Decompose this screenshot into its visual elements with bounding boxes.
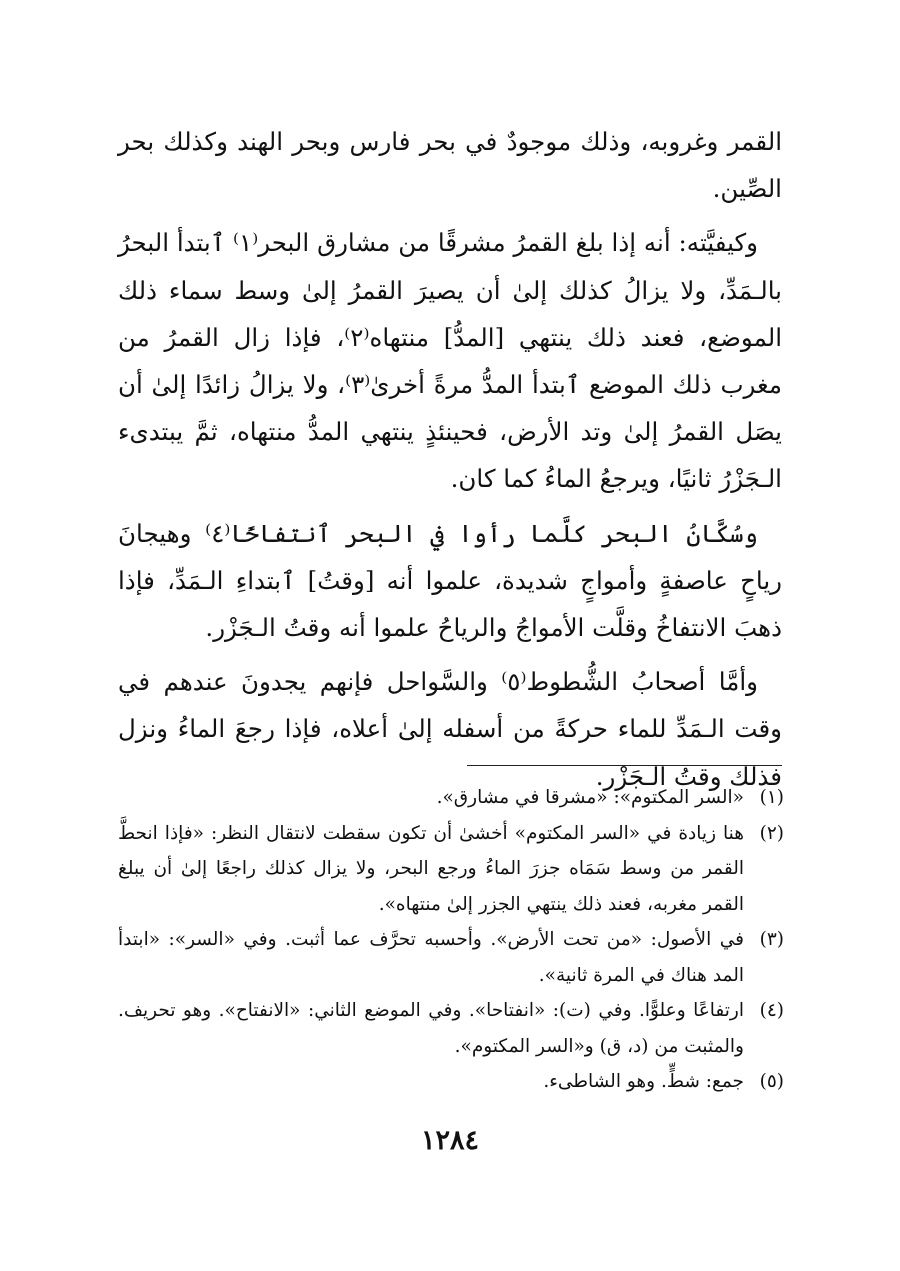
footnote-number: (٢) — [759, 822, 784, 844]
footnote — [118, 993, 784, 1064]
footnote — [118, 816, 784, 923]
footnote — [118, 1064, 784, 1100]
footnote-separator — [467, 765, 782, 766]
footnotes — [118, 780, 784, 1100]
footnote-text: «السر المكتوم»: «مشرقا في مشارق». — [436, 787, 744, 808]
page-number: ١٢٨٤ — [420, 1125, 479, 1156]
footnote-number: (٥) — [759, 1071, 784, 1092]
paragraph: وكيفيَّته: أنه إذا بلغ القمرُ مشرقًا من مشارق البحر⁽١⁾ ٱبتدأ البحرُ بالـمَدِّ، ولا يزالُ كذلك إلىٰ أن يصيرَ القمرُ إلىٰ وسط سماء ذلك الموضع، فعند ذلك ينتهي [المدُّ] منتهاه⁽٢⁾، فإذا زال القمرُ من مغرب ذلك الموضع ٱبتدأ المدُّ مرةً أخرىٰ⁽٣⁾، ولا يزالُ زائدًا إلىٰ أن يصَل القمرُ إلىٰ وتد الأرض، فحينئذٍ ينتهي المدُّ منتهاه، ثمَّ يبتدىء الـجَزْرُ ثانيًا، ويرجعُ الماءُ كما كان. — [118, 228, 783, 494]
footnote-text: جمع: شطٍّ. وهو الشاطىء. — [543, 1071, 744, 1092]
paragraph: القمر وغروبه، وذلك موجودٌ في بحر فارس وبحر الهند وكذلك بحر الصِّين. — [118, 127, 782, 204]
footnote-text: ارتفاعًا وعلوًّا. وفي (ت): «انفتاحا». وفي الموضع الثاني: «الانفتاح». وهو تحريف. والمثبت من (د، ق) و«السر المكتوم». — [118, 1000, 744, 1057]
footnote-number: (١) — [759, 787, 784, 808]
footnote — [118, 922, 784, 993]
footnote — [118, 780, 784, 816]
paragraph: وسُكَّانُ البحر كلَّما رأوا في البحر ٱنتفاخًا⁽٤⁾ وهيجانَ رياحٍ عاصفةٍ وأمواجٍ شديدة، علموا أنه [وقتُ] ٱبتداءِ الـمَدِّ، فإذا ذهبَ الانتفاخُ وقلَّت الأمواجُ والرياحُ علموا أنه وقتُ الـجَزْر. — [118, 518, 782, 643]
footnote-text: في الأصول: «من تحت الأرض». وأحسبه تحرَّف عما أثبت. وفي «السر»: «ابتدأ المد هناك في المرة ثانية». — [118, 929, 744, 986]
footnote-number: (٣) — [759, 929, 784, 950]
main-text — [118, 118, 782, 807]
footnote-text: هنا زيادة في «السر المكتوم» أخشىٰ أن تكون سقطت لانتقال النظر: «فإذا انحطَّ القمر من وسط سَمَاه جزرَ الماءُ ورجع البحر، ولا يزال كذلك راجعًا إلىٰ أن يبلغ القمر مغربه، فعند ذلك ينتهي الجزر إلىٰ منتهاه». — [118, 822, 744, 915]
paragraph: وأمَّا أصحابُ الشُّطوط⁽٥⁾ والسَّواحل فإنهم يجدونَ عندهم في وقت الـمَدِّ للماء حركةً من أسفله إلىٰ أعلاه، فإذا رجعَ الماءُ ونزل فذلك وقتُ الـجَزْر. — [118, 667, 782, 791]
footnote-number: (٤) — [759, 1000, 784, 1021]
